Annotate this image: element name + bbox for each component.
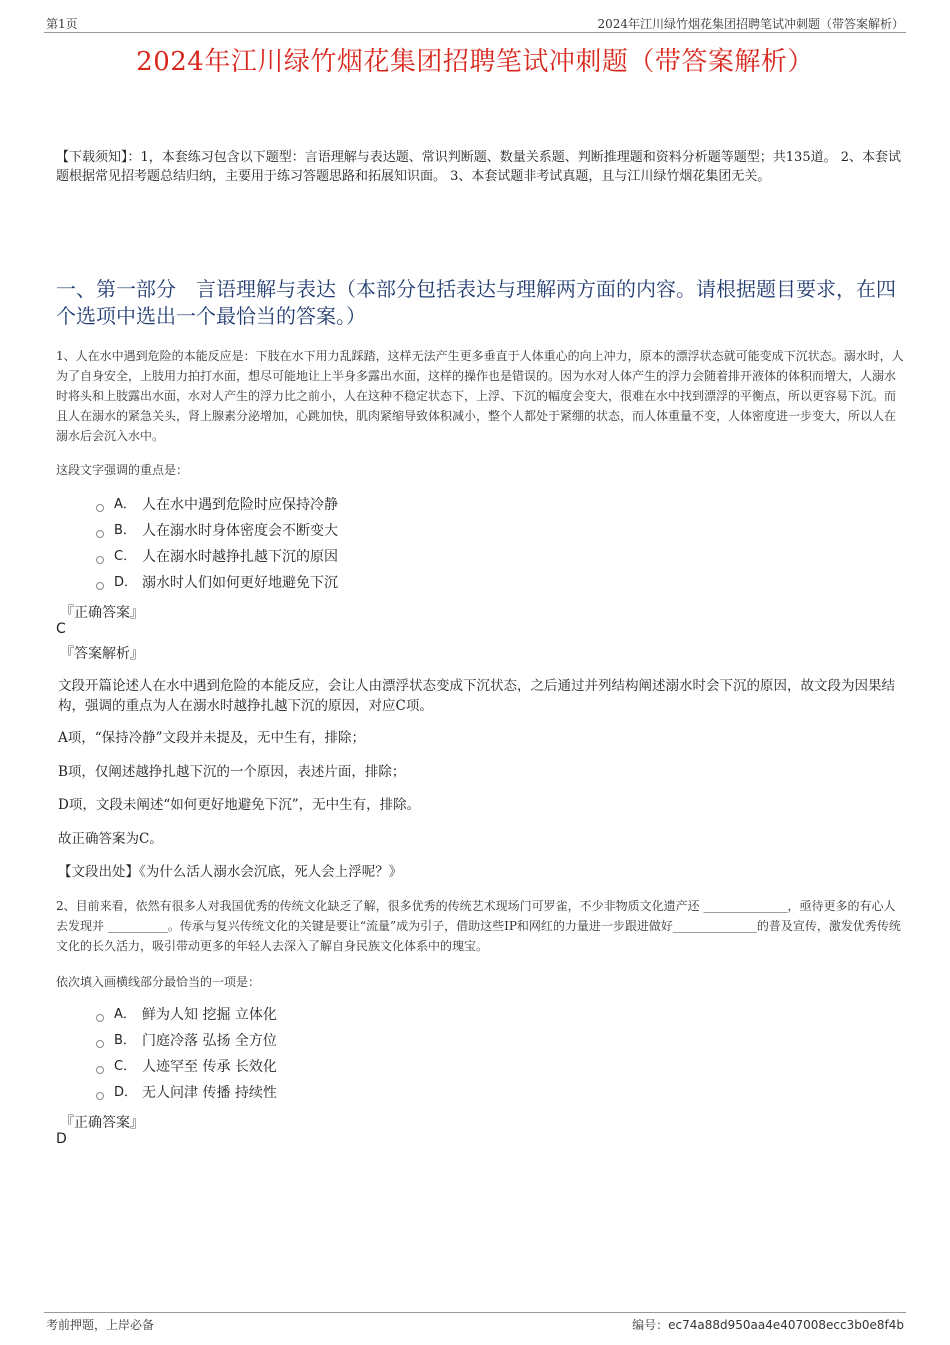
question-1-options <box>96 492 338 596</box>
radio-icon[interactable] <box>96 556 104 564</box>
analysis-conclusion: 故正确答案为C。 <box>58 831 163 847</box>
option-c[interactable]: C． 人在溺水时越挣扎越下沉的原因 <box>96 544 338 570</box>
option-b[interactable]: B． 门庭冷落 弘扬 全方位 <box>96 1028 277 1054</box>
download-notice: 【下载须知】：1，本套练习包含以下题型：言语理解与表达题、常识判断题、数量关系题、判断推理题和资料分析题等题型；共135道。 2、本套试题根据常见招考题总结归纳，主要用于练习答题思路和拓展知识面。 3、本套试题非考试真题，且与江川绿竹烟花集团无关。 <box>56 150 901 184</box>
option-a[interactable]: A． 人在水中遇到危险时应保持冷静 <box>96 492 338 518</box>
option-text: 无人问津 传播 持续性 <box>142 1085 277 1101</box>
analysis-option-d: D项，文段未阐述“如何更好地避免下沉”，无中生有，排除。 <box>58 797 421 813</box>
page-footer <box>44 1312 906 1335</box>
option-text: 人在水中遇到危险时应保持冷静 <box>142 497 338 513</box>
correct-answer-label: 『正确答案』 <box>60 605 144 621</box>
question-1-text: 1、人在水中遇到危险的本能反应是：下肢在水下用力乱踩踏，这样无法产生更多垂直于人体重心的向上冲力，原本的漂浮状态就可能变成下沉状态。溺水时，人为了自身安全，上肢用力拍打水面，想尽可能地让上半身多露出水面，这样的操作也是错误的。因为水对人体产生的浮力会随着排开液体的体积而增大，人溺水时将头和上肢露出水面，水对人产生的浮力比之前小，人在这种不稳定状态下，上浮、下沉的幅度会变大，很难在水中找到漂浮的平衡点，所以更容易下沉。而且人在溺水的紧急关头，肾上腺素分泌增加，心跳加快，肌肉紧缩导致体积减小，整个人都处于紧绷的状态，而人体重量不变，人体密度进一步变大，所以人在溺水后会沉入水中。 <box>56 349 904 443</box>
question-2-prompt: 依次填入画横线部分最恰当的一项是： <box>56 975 261 989</box>
page-header <box>44 12 906 33</box>
analysis-option-a: A项，“保持冷静”文段并未提及，无中生有，排除； <box>58 730 366 746</box>
page-number: 第1页 <box>46 17 78 31</box>
question-2-options <box>96 1002 277 1106</box>
radio-icon[interactable] <box>96 1066 104 1074</box>
analysis-label: 『答案解析』 <box>60 646 144 662</box>
radio-icon[interactable] <box>96 530 104 538</box>
document-code: ec74a88d950aa4e407008ecc3b0e8f4b <box>668 1318 904 1332</box>
option-d[interactable]: D． 溺水时人们如何更好地避免下沉 <box>96 570 338 596</box>
radio-icon[interactable] <box>96 1040 104 1048</box>
option-text: 鲜为人知 挖掘 立体化 <box>142 1007 277 1023</box>
option-text: 人迹罕至 传承 长效化 <box>142 1059 277 1075</box>
analysis-paragraph: 文段开篇论述人在水中遇到危险的本能反应，会让人由漂浮状态变成下沉状态，之后通过并列结构阐述溺水时会下沉的原因，故文段为因果结构，强调的重点为人在溺水时越挣扎越下沉的原因，对应C项。 <box>58 678 895 714</box>
header-title: 2024年江川绿竹烟花集团招聘笔试冲刺题（带答案解析） <box>597 17 904 31</box>
correct-answer: C <box>56 621 66 637</box>
option-text: 门庭冷落 弘扬 全方位 <box>142 1033 277 1049</box>
footer-id: 编号：ec74a88d950aa4e407008ecc3b0e8f4b <box>632 1318 904 1332</box>
analysis-source: 【文段出处】《为什么活人溺水会沉底，死人会上浮呢？》 <box>58 864 403 880</box>
question-1-prompt: 这段文字强调的重点是： <box>56 463 189 477</box>
option-c[interactable]: C． 人迹罕至 传承 长效化 <box>96 1054 277 1080</box>
question-2-text: 2、目前来看，依然有很多人对我国优秀的传统文化缺乏了解，很多优秀的传统艺术现场门可罗雀，不少非物质文化遗产还 ______________，亟待更多的有心人去发现并 __________。传承与复兴传统文化的关键是要让“流量”成为引子，借助这些IP和网红的力量进一步跟进做好______________的普及宣传，激发优秀传统文化的长久活力，吸引带动更多的年轻人去深入了解自身民族文化体系中的瑰宝。 <box>56 899 901 953</box>
option-text: 人在溺水时身体密度会不断变大 <box>142 523 338 539</box>
section-heading: 一、第一部分 言语理解与表达（本部分包括表达与理解两方面的内容。请根据题目要求，在四个选项中选出一个最恰当的答案。） <box>56 277 896 328</box>
analysis-option-b: B项，仅阐述越挣扎越下沉的一个原因，表述片面，排除； <box>58 764 406 780</box>
radio-icon[interactable] <box>96 582 104 590</box>
radio-icon[interactable] <box>96 1092 104 1100</box>
correct-answer: D <box>56 1131 67 1147</box>
radio-icon[interactable] <box>96 504 104 512</box>
footer-slogan: 考前押题，上岸必备 <box>46 1318 155 1332</box>
option-b[interactable]: B． 人在溺水时身体密度会不断变大 <box>96 518 338 544</box>
option-text: 人在溺水时越挣扎越下沉的原因 <box>142 549 338 565</box>
option-text: 溺水时人们如何更好地避免下沉 <box>142 575 338 591</box>
radio-icon[interactable] <box>96 1014 104 1022</box>
option-d[interactable]: D． 无人问津 传播 持续性 <box>96 1080 277 1106</box>
correct-answer-label: 『正确答案』 <box>60 1115 144 1131</box>
document-title: 2024年江川绿竹烟花集团招聘笔试冲刺题（带答案解析） <box>136 47 814 77</box>
option-a[interactable]: A． 鲜为人知 挖掘 立体化 <box>96 1002 277 1028</box>
